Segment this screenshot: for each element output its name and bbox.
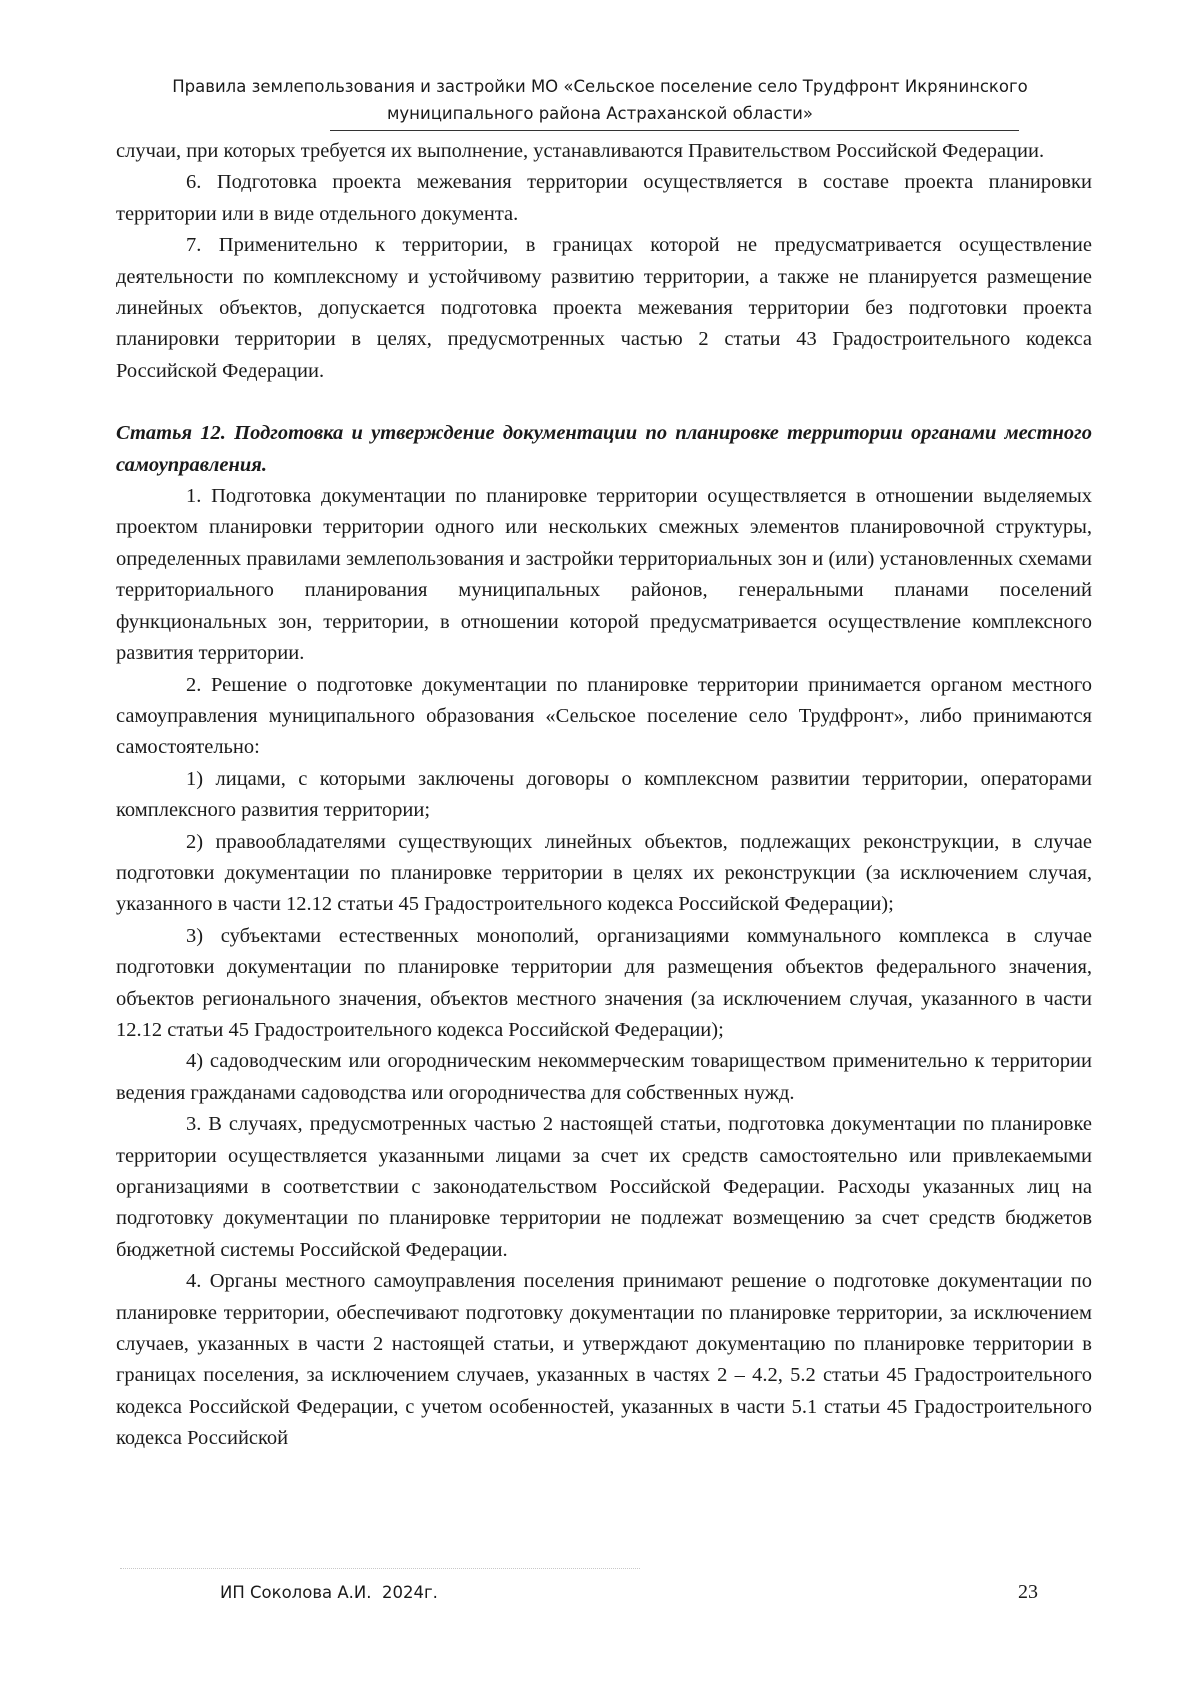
document-body [116, 136, 1092, 1455]
article-paragraph-4: 4. Органы местного самоуправления поселения принимают решение о подготовке документации по планировке территории, обеспечивают подготовку документации по планировке территории, за исключением случаев, указанных в части 2 настоящей статьи, и утверждают документацию по планировке территории в границах поселения, за исключением случаев, указанных в частях 2 – 4.2, 5.2 статьи 45 Градостроительного кодекса Российской Федерации, с учетом особенностей, указанных в части 5.1 статьи 45 Градостроительного кодекса Российской [116, 1270, 1092, 1450]
paragraph-item-6: 6. Подготовка проекта межевания территории осуществляется в составе проекта планировки территории или в виде отдельного документа. [116, 171, 1092, 225]
running-header [150, 73, 1050, 127]
article-subitem-4: 4) садоводческим или огородническим некоммерческим товариществом применительно к территории ведения гражданами садоводства или огородничества для собственных нужд. [116, 1050, 1092, 1104]
header-divider [330, 130, 1019, 131]
running-header-line-2: муниципального района Астраханской области» [386, 104, 814, 123]
footer-dotted-rule [120, 1568, 640, 1569]
article-subitem-3: 3) субъектами естественных монополий, организациями коммунального комплекса в случае подготовки документации по планировке территории для размещения объектов федерального значения, объектов регионального значения, объектов местного значения (за исключением случая, указанного в части 12.12 статьи 45 Градостроительного кодекса Российской Федерации); [116, 924, 1092, 1041]
page-number: 23 [1018, 1581, 1038, 1603]
article-subitem-2: 2) правообладателями существующих линейных объектов, подлежащих реконструкции, в случае подготовки документации по планировке территории в целях их реконструкции (за исключением случая, указанного в части 12.12 статьи 45 Градостроительного кодекса Российской Федерации); [116, 830, 1092, 916]
article-subitem-1: 1) лицами, с которыми заключены договоры о комплексном развитии территории, операторами комплексного развития территории; [116, 767, 1092, 822]
paragraph-continuation: случаи, при которых требуется их выполнение, устанавливаются Правительством Российской Федерации. [116, 140, 1045, 162]
article-paragraph-3: 3. В случаях, предусмотренных частью 2 настоящей статьи, подготовка документации по планировке территории осуществляется указанными лицами за счет их средств самостоятельно или привлекаемыми организациями в соответствии с законодательством Российской Федерации. Расходы указанных лиц на подготовку документации по планировке территории не подлежат возмещению за счет средств бюджетов бюджетной системы Российской Федерации. [116, 1113, 1092, 1261]
footer-author: ИП Соколова А.И. 2024г. [220, 1583, 438, 1602]
paragraph-item-7: 7. Применительно к территории, в границах которой не предусматривается осуществление деятельности по комплексному и устойчивому развитию территории, а также не планируется размещение линейных объектов, допускается подготовка проекта межевания территории без подготовки проекта планировки территории в целях, предусмотренных частью 2 статьи 43 Градостроительного кодекса Российской Федерации. [116, 234, 1092, 382]
section-spacer [116, 387, 1092, 418]
article-paragraph-2: 2. Решение о подготовке документации по планировке территории принимается органом местного самоуправления муниципального образования «Сельское поселение село Трудфронт», либо принимаются самостоятельно: [116, 673, 1092, 759]
article-paragraph-1: 1. Подготовка документации по планировке территории осуществляется в отношении выделяемых проектом планировки территории одного или нескольких смежных элементов планировочной структуры, определенных правилами землепользования и застройки территориальных зон и (или) установленных схемами территориального планирования муниципальных районов, генеральными планами поселений функциональных зон, территории, в отношении которой предусматривается осуществление комплексного развития территории. [116, 485, 1092, 665]
article-heading: Статья 12. Подготовка и утверждение документации по планировке территории органами местного самоуправления. [116, 422, 1092, 476]
running-header-line-1: Правила землепользования и застройки МО «Сельское поселение село Трудфронт Икрянинского [172, 77, 1028, 96]
